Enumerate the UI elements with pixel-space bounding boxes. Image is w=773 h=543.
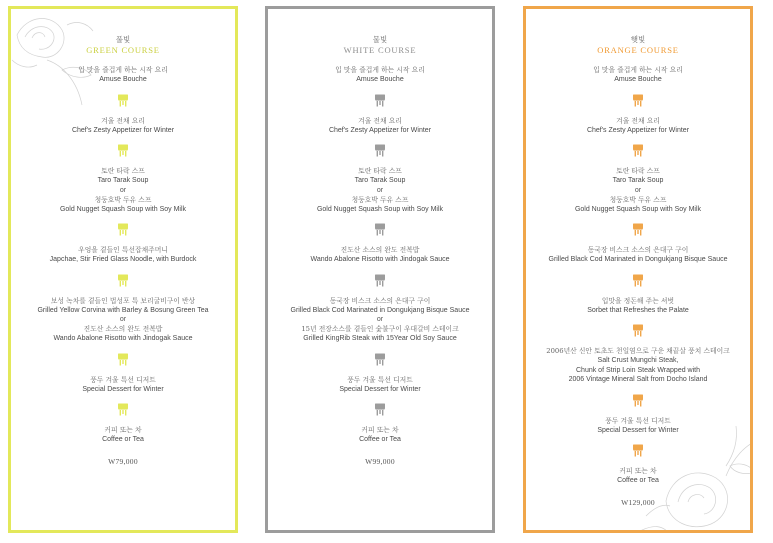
menu-dish: [359, 425, 401, 445]
wine-glass-icon: [632, 274, 644, 287]
dish-name-english: Gold Nugget Squash Soup with Soy Milk: [59, 205, 187, 213]
wine-glass-icon: [374, 403, 386, 416]
dish-name-korean: 보성 녹차를 곁들인 법성포 특 보리굴비구이 반상: [50, 296, 196, 305]
dish-name-english: Gold Nugget Squash Soup with Soy Milk: [574, 205, 702, 213]
or-separator: or: [119, 316, 127, 323]
dish-name-english: Taro Tarak Soup: [97, 177, 149, 184]
menu-dish: [78, 65, 168, 85]
dish-name-english: Coffee or Tea: [359, 436, 401, 443]
or-separator: or: [119, 186, 127, 194]
dish-name-korean: 토란 타락 스프: [358, 167, 402, 175]
dish-name-korean: 겨울 전채 요리: [616, 116, 660, 125]
dish-name-english: Coffee or Tea: [102, 436, 144, 443]
dish-name-english: Special Dessert for Winter: [339, 385, 421, 393]
wine-glass-icon: [117, 353, 129, 366]
menu-dish: [329, 116, 431, 136]
dish-name-english: 2006 Vintage Mineral Salt from Docho Island: [568, 376, 708, 383]
dish-name-korean: 커피 또는 차: [361, 426, 399, 434]
dish-name-korean: 청둥호박 두유 스프: [609, 195, 667, 204]
green-course-menu: [8, 6, 238, 533]
menu-dish: [339, 375, 420, 395]
dish-name-korean: 진도산 소스의 완도 전복밥: [83, 325, 163, 333]
dish-name-english: Amuse Bouche: [356, 76, 404, 83]
dish-name-korean: 진도산 소스의 완도 전복밥: [340, 246, 420, 254]
menu-column: [526, 9, 750, 507]
orange-course-menu: [523, 6, 753, 533]
dish-name-korean: 청둥호박 두유 스프: [94, 195, 152, 204]
or-separator: or: [634, 186, 642, 194]
wine-glass-icon: [117, 274, 129, 287]
course-tier-title: WHITE COURSE: [343, 45, 417, 55]
dish-name-english: Gold Nugget Squash Soup with Soy Milk: [316, 205, 444, 213]
menu-dish: [549, 245, 728, 265]
wine-glass-icon: [117, 403, 129, 416]
wine-glass-icon: [117, 94, 129, 107]
course-tier-korean: 물빛: [372, 35, 388, 44]
dish-name-english: Grilled Black Cod Marinated in Dongukjang Bisque Sauce: [548, 256, 728, 263]
dish-name-english: Special Dessert for Winter: [82, 385, 164, 393]
menu-dish: [617, 466, 659, 486]
menu-dish: [102, 425, 144, 445]
or-separator: or: [376, 316, 384, 323]
dish-name-korean: 2006년산 신안 토초도 천일염으로 구운 채끝살 풍치 스테이크: [546, 347, 730, 355]
menu-dish: [587, 296, 689, 316]
menu-dish: [82, 375, 163, 395]
dish-name-english: Sorbet that Refreshes the Palate: [587, 306, 689, 314]
menu-dish: [72, 116, 174, 136]
wine-glass-icon: [632, 394, 644, 407]
dish-name-korean: 겨울 전채 요리: [101, 116, 145, 125]
wine-glass-icon: [374, 223, 386, 236]
dish-name-english: Salt Crust Mungchi Steak,: [597, 357, 679, 364]
dish-name-english: Chef's Zesty Appetizer for Winter: [71, 126, 175, 134]
course-price: W79,000: [108, 456, 138, 466]
dish-name-english: Chef's Zesty Appetizer for Winter: [328, 126, 432, 134]
wine-glass-icon: [374, 94, 386, 107]
dish-name-english: Japchae, Stir Fried Glass Noodle, with Burdock: [49, 256, 197, 263]
dish-name-korean: 청둥호박 두유 스프: [351, 195, 409, 204]
wine-glass-icon: [632, 223, 644, 236]
wine-glass-icon: [632, 144, 644, 157]
dish-name-korean: 입 맛을 즐겁게 하는 시작 요리: [78, 66, 168, 74]
course-tier-title: GREEN COURSE: [86, 45, 160, 55]
dish-name-english: Chef's Zesty Appetizer for Winter: [586, 126, 690, 134]
dish-name-korean: 입맛을 정돈해 주는 셔벗: [601, 296, 675, 305]
menu-dish: [291, 296, 470, 344]
wine-glass-icon: [374, 274, 386, 287]
dish-name-english: Grilled Yellow Corvina with Barley & Bosung Green Tea: [37, 306, 209, 314]
menu-column: [11, 9, 235, 466]
wine-glass-icon: [632, 324, 644, 337]
dish-name-english: Amuse Bouche: [614, 76, 662, 83]
dish-name-english: Grilled KingRib Steak with 15Year Old Soy Sauce: [303, 335, 457, 342]
dish-name-english: Special Dessert for Winter: [597, 426, 679, 434]
dish-name-korean: 동국장 비스크 소스의 은대구 구이: [329, 296, 431, 305]
dish-name-korean: 토란 타락 스프: [101, 167, 145, 175]
menu-dish: [317, 166, 443, 214]
menu-dish: [593, 65, 683, 85]
dish-name-korean: 우엉을 곁들인 특선잡채주머니: [78, 246, 168, 254]
menu-dish: [50, 245, 197, 265]
wine-glass-icon: [632, 444, 644, 457]
menu-dish: [587, 116, 689, 136]
dish-name-english: Chunk of Strip Loin Steak Wrapped with: [576, 366, 700, 374]
dish-name-korean: 커피 또는 차: [104, 426, 142, 434]
dish-name-korean: 입 맛을 즐겁게 하는 시작 요리: [593, 66, 683, 74]
dish-name-english: Taro Tarak Soup: [354, 177, 406, 184]
menu-column: [268, 9, 492, 466]
dish-name-english: Wando Abalone Risotto with Jindogak Sauce: [53, 335, 193, 342]
course-tier-title: ORANGE COURSE: [597, 45, 679, 55]
dish-name-korean: 풍두 겨울 특선 디저트: [347, 375, 413, 384]
course-price: W99,000: [365, 456, 395, 466]
dish-name-korean: 풍두 겨울 특선 디저트: [90, 375, 156, 384]
menu-dish: [546, 346, 729, 385]
menu-dish: [37, 296, 208, 344]
wine-glass-icon: [374, 353, 386, 366]
course-price: W129,000: [621, 497, 655, 507]
wine-glass-icon: [632, 94, 644, 107]
dish-name-english: Amuse Bouche: [99, 76, 147, 83]
wine-glass-icon: [117, 144, 129, 157]
course-tier-korean: 햇빛: [630, 35, 646, 44]
dish-name-korean: 토란 타락 스프: [616, 167, 660, 175]
dish-name-korean: 풍두 겨울 특선 디저트: [605, 416, 671, 425]
dish-name-korean: 15년 전장소스를 곁들인 숯불구이 우대갈비 스테이크: [301, 325, 459, 333]
dish-name-english: Taro Tarak Soup: [612, 177, 664, 184]
wine-glass-icon: [374, 144, 386, 157]
menu-dish: [597, 416, 678, 436]
course-tier-korean: 풀빛: [115, 35, 131, 44]
white-course-menu: [265, 6, 495, 533]
menu-dish: [335, 65, 425, 85]
dish-name-korean: 커피 또는 차: [619, 467, 657, 475]
wine-glass-icon: [117, 223, 129, 236]
dish-name-korean: 겨울 전채 요리: [358, 116, 402, 125]
or-separator: or: [376, 186, 384, 194]
dish-name-english: Wando Abalone Risotto with Jindogak Sauce: [310, 256, 450, 263]
dish-name-korean: 입 맛을 즐겁게 하는 시작 요리: [335, 66, 425, 74]
menu-dish: [310, 245, 449, 265]
dish-name-english: Grilled Black Cod Marinated in Dongukjang Bisque Sauce: [290, 306, 470, 314]
dish-name-english: Coffee or Tea: [617, 477, 659, 484]
menu-dish: [60, 166, 186, 214]
dish-name-korean: 동국장 비스크 소스의 은대구 구이: [587, 246, 689, 254]
menu-dish: [575, 166, 701, 214]
